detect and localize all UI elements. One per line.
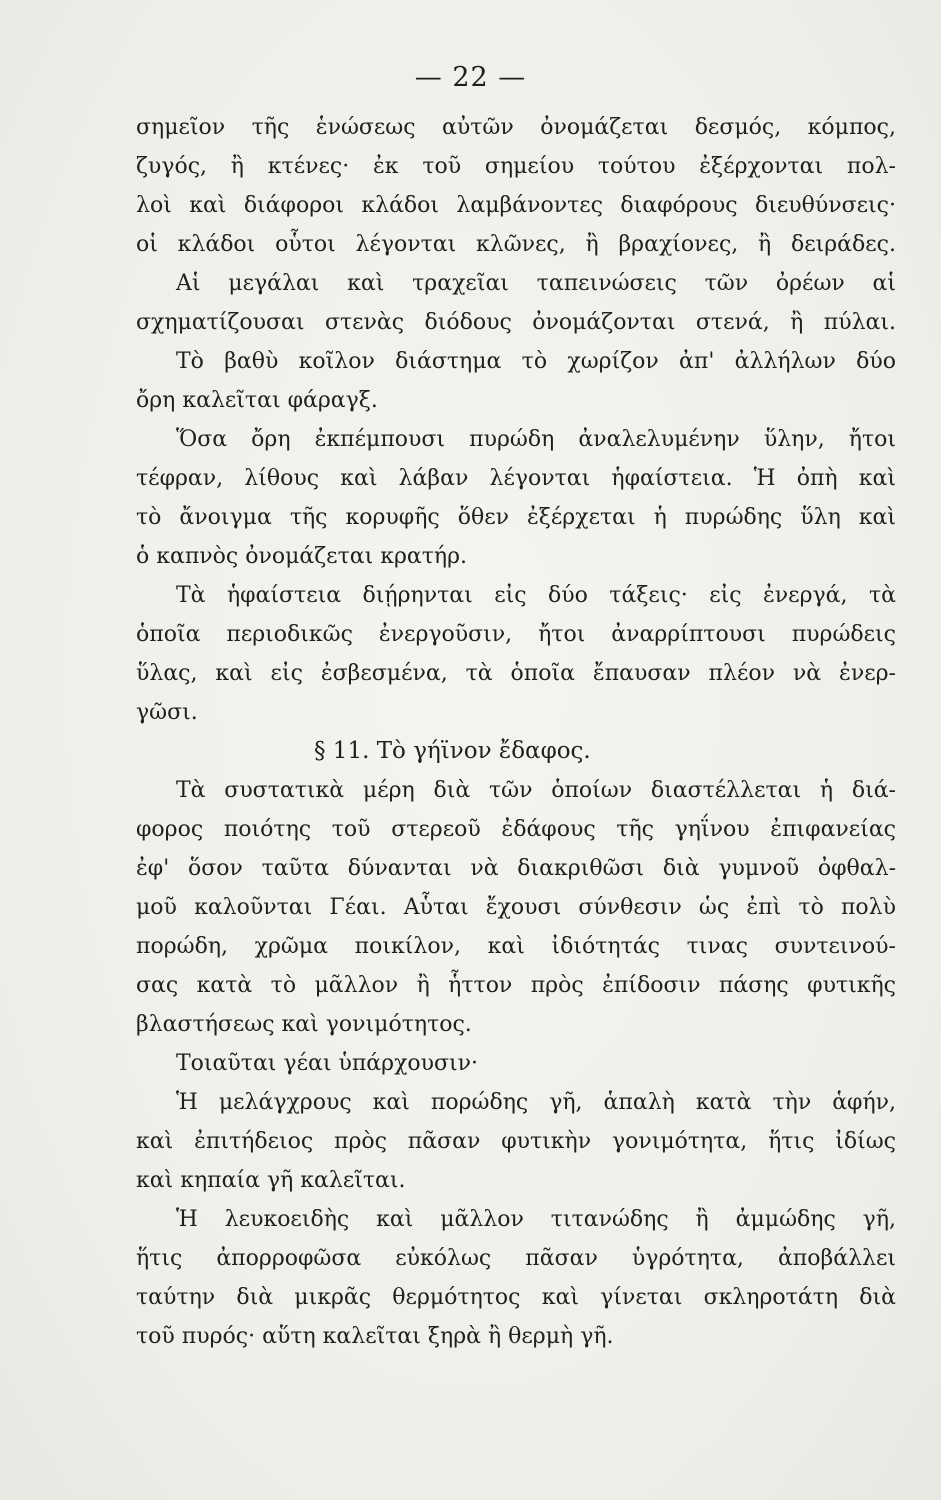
text-line: ἐφ' ὅσον ταῦτα δύνανται νὰ διακριθῶσι διὰ γυμνοῦ ὀφθαλ- [136,856,896,881]
text-line: ὁποῖα περιοδικῶς ἐνεργοῦσιν, ἤτοι ἀναρρίπτουσι πυρώδεις [136,622,896,647]
text-line: τοῦ πυρός· αὕτη καλεῖται ξηρὰ ἢ θερμὴ γῆ. [136,1324,614,1349]
text-line: πορώδη, χρῶμα ποικίλον, καὶ ἰδιότητάς τινας συντεινού- [136,934,896,959]
text-line: τὸ ἄνοιγμα τῆς κορυφῆς ὅθεν ἐξέρχεται ἡ πυρώδης ὕλη καὶ [136,505,896,530]
text-line: Ὅσα ὄρη ἐκπέμπουσι πυρώδη ἀναλελυμένην ὕλην, ἤτοι [176,427,896,452]
section-heading: § 11. Τὸ γήϊνον ἔδαφος. [314,738,591,764]
text-line: ἥτις ἀπορροφῶσα εὐκόλως πᾶσαν ὑγρότητα, ἀποβάλλει [136,1246,896,1271]
text-line: ταύτην διὰ μικρᾶς θερμότητος καὶ γίνεται σκληροτάτη διὰ [136,1285,896,1310]
text-line: Τὰ ἡφαίστεια διῄρηνται εἰς δύο τάξεις· εἰς ἐνεργά, τὰ [176,583,896,608]
text-line: Ἡ λευκοειδὴς καὶ μᾶλλον τιτανώδης ἢ ἀμμώδης γῆ, [176,1207,896,1232]
text-line: οἱ κλάδοι οὗτοι λέγονται κλῶνες, ἢ βραχίονες, ἢ δειράδες. [136,232,896,257]
text-line: Τὰ συστατικὰ μέρη διὰ τῶν ὁποίων διαστέλλεται ἡ διά- [176,778,896,803]
text-line: καὶ ἐπιτήδειος πρὸς πᾶσαν φυτικὴν γονιμότητα, ἥτις ἰδίως [136,1129,896,1154]
text-line: Ἡ μελάγχρους καὶ πορώδης γῆ, ἁπαλὴ κατὰ τὴν ἁφήν, [176,1090,896,1115]
text-line: μοῦ καλοῦνται Γέαι. Αὗται ἔχουσι σύνθεσιν ὡς ἐπὶ τὸ πολὺ [136,895,896,920]
text-line: λοὶ καὶ διάφοροι κλάδοι λαμβάνοντες διαφόρους διευθύνσεις· [136,193,896,218]
text-line: σημεῖον τῆς ἑνώσεως αὐτῶν ὀνομάζεται δεσμός, κόμπος, [136,115,896,140]
text-line: βλαστήσεως καὶ γονιμότητος. [136,1012,472,1037]
text-line: ὄρη καλεῖται φάραγξ. [136,388,378,413]
text-line: τέφραν, λίθους καὶ λάβαν λέγονται ἡφαίστεια. Ἡ ὀπὴ καὶ [136,466,896,491]
text-line: Αἱ μεγάλαι καὶ τραχεῖαι ταπεινώσεις τῶν ὀρέων αἱ [176,271,896,296]
text-line: Τὸ βαθὺ κοῖλον διάστημα τὸ χωρίζον ἀπ' ἀλλήλων δύο [176,349,896,374]
text-line: φορος ποιότης τοῦ στερεοῦ ἐδάφους τῆς γηΐνου ἐπιφανείας [136,817,896,842]
text-line: ζυγός, ἢ κτένες· ἐκ τοῦ σημείου τούτου ἐξέρχονται πολ- [136,154,896,179]
text-line: Τοιαῦται γέαι ὑπάρχουσιν· [176,1051,479,1076]
body-text [136,108,896,1356]
text-line: ὁ καπνὸς ὀνομάζεται κρατήρ. [136,544,468,569]
text-line: καὶ κηπαία γῆ καλεῖται. [136,1168,406,1193]
text-line: γῶσι. [136,700,198,725]
text-line: σας κατὰ τὸ μᾶλλον ἢ ἧττον πρὸς ἐπίδοσιν πάσης φυτικῆς [136,973,896,998]
text-line: ὕλας, καὶ εἰς ἐσβεσμένα, τὰ ὁποῖα ἔπαυσαν πλέον νὰ ἐνερ- [136,661,896,686]
page-number: — 22 — [414,62,527,93]
text-line: σχηματίζουσαι στενὰς διόδους ὀνομάζονται στενά, ἢ πύλαι. [136,310,896,335]
